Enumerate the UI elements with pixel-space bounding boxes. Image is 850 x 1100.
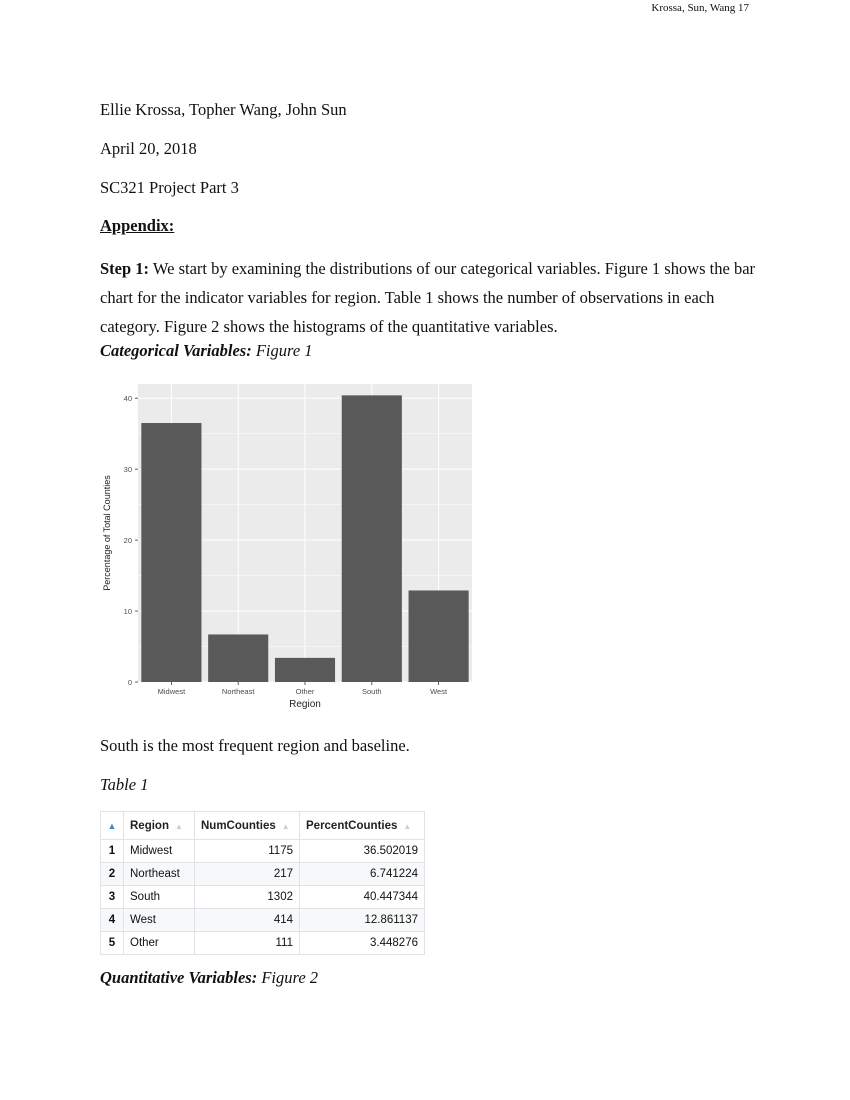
bar-northeast: [208, 634, 268, 682]
cell-percentcounties: 12.861137: [300, 909, 425, 932]
header-label-percentcounties: PercentCounties: [306, 819, 398, 832]
categorical-caption: [100, 341, 313, 361]
table-header-region[interactable]: [124, 812, 195, 840]
x-tick-label: Midwest: [157, 687, 186, 696]
x-tick-label: West: [430, 687, 448, 696]
cell-numcounties: 217: [195, 863, 300, 886]
cell-percentcounties: 40.447344: [300, 886, 425, 909]
x-tick-label: Northeast: [221, 687, 255, 696]
step-1-text: We start by examining the distributions of our categorical variables. Figure 1 shows the bar chart for the indicator variables for region. Table 1 shows the number of observations in each category. Figure 2 shows the histograms of the quantitative variables.: [100, 259, 756, 336]
table-header-index[interactable]: [101, 812, 124, 840]
bar-west: [409, 590, 469, 682]
table-row: [101, 863, 425, 886]
y-tick-label: 0: [127, 678, 132, 687]
categorical-caption-figure: Figure 1: [251, 341, 313, 360]
date-line: April 20, 2018: [100, 139, 197, 158]
y-tick-label: 20: [123, 536, 132, 546]
region-table: [100, 811, 425, 955]
table-header-numcounties[interactable]: [195, 812, 300, 840]
y-tick-label: 30: [123, 465, 132, 475]
y-tick-label: 40: [123, 394, 132, 404]
quantitative-caption-figure: Figure 2: [257, 968, 319, 987]
x-tick-label: South: [361, 687, 382, 696]
cell-region: South: [124, 886, 195, 909]
header-label-numcounties: NumCounties: [201, 819, 276, 832]
sort-arrow-icon: ▲: [174, 821, 182, 831]
step-1-paragraph: [100, 254, 760, 341]
course-line: SC321 Project Part 3: [100, 178, 239, 197]
y-tick-label: 10: [123, 607, 132, 617]
table-row: [101, 932, 425, 955]
table-header-percentcounties[interactable]: [300, 812, 425, 840]
cell-numcounties: 414: [195, 909, 300, 932]
row-index: 1: [101, 840, 124, 863]
cell-region: Northeast: [124, 863, 195, 886]
running-header: Krossa, Sun, Wang 17: [651, 2, 749, 14]
cell-percentcounties: 6.741224: [300, 863, 425, 886]
appendix-heading: Appendix:: [100, 216, 175, 235]
sort-arrow-icon: ▲: [403, 821, 411, 831]
row-index: 5: [101, 932, 124, 955]
bar-other: [275, 658, 335, 682]
south-note: South is the most frequent region and baseline.: [100, 736, 410, 755]
table-caption: Table 1: [100, 775, 149, 794]
table-header-row: [101, 812, 425, 840]
quantitative-caption-label: Quantitative Variables:: [100, 968, 258, 987]
cell-numcounties: 1175: [195, 840, 300, 863]
x-tick-label: Other: [295, 687, 315, 696]
row-index: 4: [101, 909, 124, 932]
step-1-label: Step 1:: [100, 259, 150, 278]
quantitative-caption: [100, 968, 318, 988]
row-index: 3: [101, 886, 124, 909]
cell-region: Other: [124, 932, 195, 955]
header-label-region: Region: [130, 819, 169, 832]
cell-region: West: [124, 909, 195, 932]
row-index: 2: [101, 863, 124, 886]
sort-arrow-icon: ▲: [281, 821, 289, 831]
cell-numcounties: 111: [195, 932, 300, 955]
cell-region: Midwest: [124, 840, 195, 863]
sort-ascending-icon: ▲: [107, 820, 117, 831]
bar-midwest: [141, 423, 201, 682]
bar-south: [342, 395, 402, 682]
table-row: [101, 909, 425, 932]
categorical-caption-label: Categorical Variables:: [100, 341, 252, 360]
region-bar-chart: [96, 380, 476, 720]
y-axis-title: Percentage of Total Counties: [102, 475, 112, 591]
cell-percentcounties: 36.502019: [300, 840, 425, 863]
x-axis-title: Region: [289, 699, 321, 710]
cell-percentcounties: 3.448276: [300, 932, 425, 955]
table-row: [101, 886, 425, 909]
cell-numcounties: 1302: [195, 886, 300, 909]
authors-line: Ellie Krossa, Topher Wang, John Sun: [100, 100, 347, 119]
table-row: [101, 840, 425, 863]
